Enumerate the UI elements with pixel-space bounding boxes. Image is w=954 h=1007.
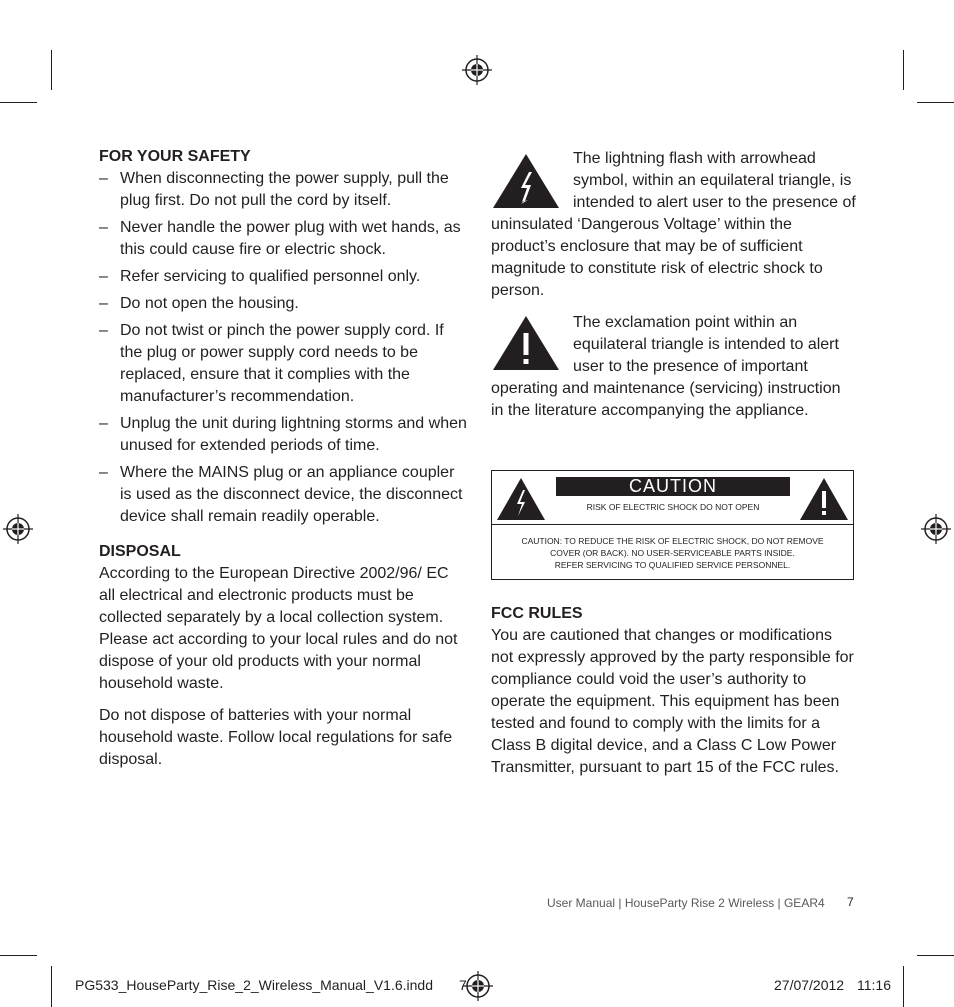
exclamation-warning-text: The exclamation point within an equilateral triangle is intended to alert user to the presence of important operating and maintenance (servicing) instruction in the literature accompanying the appliance. [491, 314, 841, 419]
crop-mark [917, 102, 954, 103]
caution-body-line: COVER (OR BACK). NO USER-SERVICEABLE PARTS INSIDE. [550, 548, 795, 558]
fcc-section [491, 603, 857, 779]
slug-filename: PG533_HouseParty_Rise_2_Wireless_Manual_V1.6.indd [75, 977, 433, 993]
dash-mark: – [99, 295, 108, 312]
page-number: 7 [847, 895, 854, 909]
slug-date: 27/07/2012 [774, 977, 845, 993]
crop-mark [51, 966, 52, 1007]
registration-mark-icon [921, 514, 951, 544]
running-footer: User Manual | HouseParty Rise 2 Wireless | GEAR4 [547, 896, 825, 910]
list-item [99, 217, 467, 261]
registration-mark-icon [463, 971, 493, 1001]
dash-mark: – [99, 268, 108, 285]
dash-mark: – [99, 322, 108, 339]
lightning-triangle-icon [496, 477, 546, 521]
safety-item-text: Unplug the unit during lightning storms and when unused for extended periods of time. [120, 415, 467, 454]
dash-mark: – [99, 464, 108, 481]
right-column [491, 148, 857, 422]
list-item [99, 266, 467, 288]
exclamation-triangle-icon [799, 477, 849, 521]
caution-label [491, 470, 854, 580]
lightning-triangle-icon [491, 152, 561, 210]
caution-divider [492, 524, 853, 525]
list-item [99, 413, 467, 457]
dash-mark: – [99, 170, 108, 187]
list-item [99, 320, 467, 408]
disposal-paragraph: According to the European Directive 2002/96/ EC all electrical and electronic products must be collected separately by a local collection system. Please act according to your local rules and do not dispose of your old products with your normal household waste. [99, 565, 458, 692]
fcc-heading: FCC RULES [491, 605, 583, 622]
crop-mark [917, 955, 954, 956]
crop-mark [903, 50, 904, 90]
exclamation-triangle-icon [491, 314, 561, 372]
fcc-paragraph: You are cautioned that changes or modifications not expressly approved by the party responsible for compliance could void the user’s authority to operate the equipment. This equipment has been tested and found to comply with the limits for a Class B digital device, and a Class C Low Power Transmitter, pursuant to part 15 of the FCC rules. [491, 627, 854, 776]
caution-body-line: CAUTION: TO REDUCE THE RISK OF ELECTRIC SHOCK, DO NOT REMOVE [521, 536, 824, 546]
disposal-heading: DISPOSAL [99, 543, 181, 560]
safety-item-text: Refer servicing to qualified personnel only. [120, 268, 421, 285]
caution-body [498, 535, 847, 571]
safety-item-text: Where the MAINS plug or an appliance coupler is used as the disconnect device, the disconnect device shall remain readily operable. [120, 464, 463, 525]
list-item [99, 293, 467, 315]
safety-list [99, 168, 467, 528]
dash-mark: – [99, 219, 108, 236]
caution-title: CAUTION [556, 477, 790, 496]
caution-body-line: REFER SERVICING TO QUALIFIED SERVICE PERSONNEL. [554, 560, 791, 570]
lightning-warning [491, 148, 857, 302]
disposal-paragraph: Do not dispose of batteries with your normal household waste. Follow local regulations for safe disposal. [99, 707, 453, 768]
safety-item-text: Never handle the power plug with wet hands, as this could cause fire or electric shock. [120, 219, 461, 258]
crop-mark [0, 955, 37, 956]
crop-mark [903, 966, 904, 1007]
left-column [99, 146, 467, 771]
dash-mark: – [99, 415, 108, 432]
registration-mark-icon [462, 55, 492, 85]
slug-time: 11:16 [857, 977, 891, 993]
list-item [99, 462, 467, 528]
safety-item-text: Do not open the housing. [120, 295, 299, 312]
caution-subtitle: RISK OF ELECTRIC SHOCK DO NOT OPEN [586, 502, 760, 512]
registration-mark-icon [3, 514, 33, 544]
crop-mark [0, 102, 37, 103]
slug-page: 7 [459, 977, 467, 993]
safety-item-text: Do not twist or pinch the power supply cord. If the plug or power supply cord needs to be replaced, ensure that it complies with the manufacturer’s recommendation. [120, 322, 444, 405]
lightning-warning-text: The lightning flash with arrowhead symbol, within an equilateral triangle, is intended to alert user to the presence of uninsulated ‘Dangerous Voltage’ within the product’s enclosure that may be of sufficient magnitude to constitute risk of electric shock to person. [491, 150, 856, 299]
crop-mark [51, 50, 52, 90]
safety-heading: FOR YOUR SAFETY [99, 148, 251, 165]
list-item [99, 168, 467, 212]
exclamation-warning [491, 312, 857, 422]
safety-item-text: When disconnecting the power supply, pull the plug first. Do not pull the cord by itself. [120, 170, 449, 209]
